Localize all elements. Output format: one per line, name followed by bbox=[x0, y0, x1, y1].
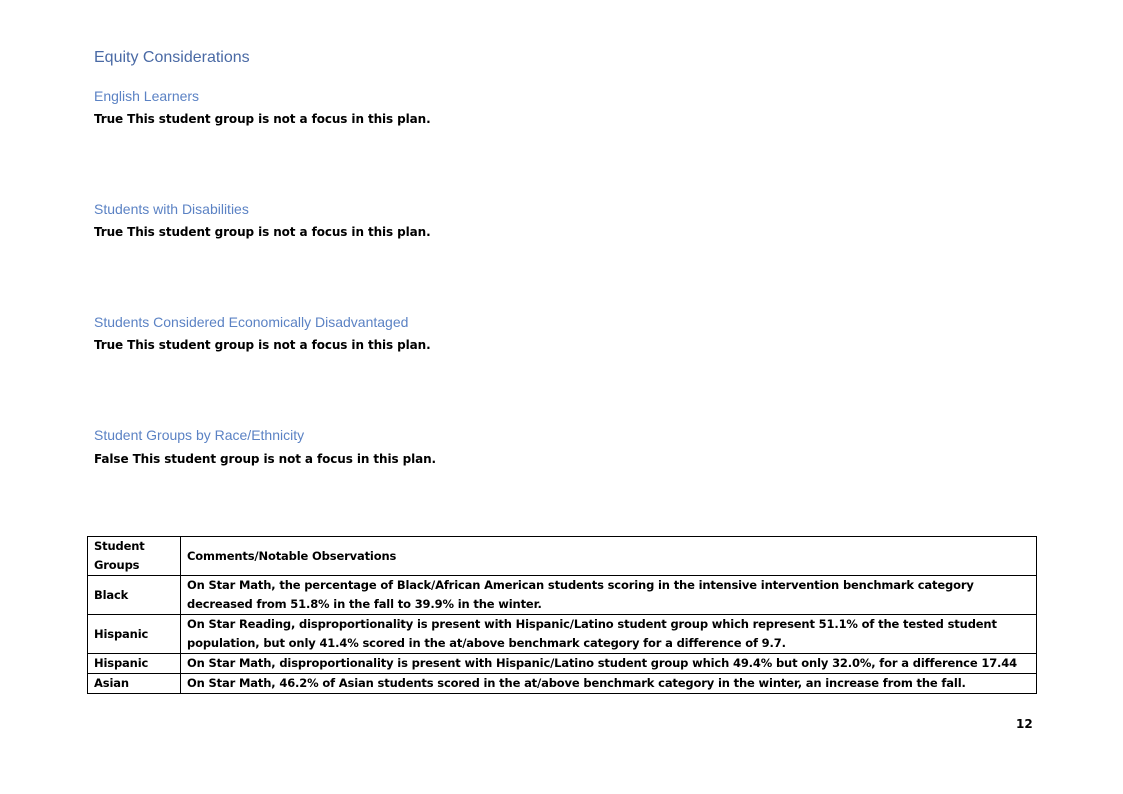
group-status-students-with-disabilities: True This student group is not a focus in this plan. bbox=[94, 225, 431, 239]
group-heading-race-ethnicity: Student Groups by Race/Ethnicity bbox=[94, 427, 305, 443]
header-student-groups: Student Groups bbox=[88, 537, 181, 576]
table-row bbox=[88, 674, 1037, 694]
row-comment-cell: On Star Math, disproportionality is present with Hispanic/Latino student group which 49.4% but only 32.0%, for a difference 17.44 bbox=[181, 654, 1037, 674]
row-comment-cell: On Star Math, 46.2% of Asian students scored in the at/above benchmark category in the winter, an increase from the fall. bbox=[181, 674, 1037, 694]
page-number: 12 bbox=[1016, 717, 1033, 731]
table-row bbox=[88, 615, 1037, 654]
group-status-economically-disadvantaged: True This student group is not a focus in this plan. bbox=[94, 338, 431, 352]
observations-table bbox=[87, 536, 1037, 694]
table-row bbox=[88, 654, 1037, 674]
header-comments: Comments/Notable Observations bbox=[181, 537, 1037, 576]
table-row bbox=[88, 576, 1037, 615]
row-group-cell: Asian bbox=[88, 674, 181, 694]
row-group-cell: Black bbox=[88, 576, 181, 615]
table-header-row bbox=[88, 537, 1037, 576]
row-comment-cell: On Star Math, the percentage of Black/African American students scoring in the intensive intervention benchmark category decreased from 51.8% in the fall to 39.9% in the winter. bbox=[181, 576, 1037, 615]
group-status-race-ethnicity: False This student group is not a focus in this plan. bbox=[94, 452, 436, 466]
group-heading-english-learners: English Learners bbox=[94, 88, 200, 104]
row-group-cell: Hispanic bbox=[88, 615, 181, 654]
section-title: Equity Considerations bbox=[94, 49, 250, 66]
group-status-english-learners: True This student group is not a focus in this plan. bbox=[94, 112, 431, 126]
row-group-cell: Hispanic bbox=[88, 654, 181, 674]
group-heading-economically-disadvantaged: Students Considered Economically Disadvantaged bbox=[94, 314, 409, 330]
row-comment-cell: On Star Reading, disproportionality is present with Hispanic/Latino student group which represent 51.1% of the tested student population, but only 41.4% scored in the at/above benchmark category for a difference of 9.7. bbox=[181, 615, 1037, 654]
group-heading-students-with-disabilities: Students with Disabilities bbox=[94, 201, 249, 217]
